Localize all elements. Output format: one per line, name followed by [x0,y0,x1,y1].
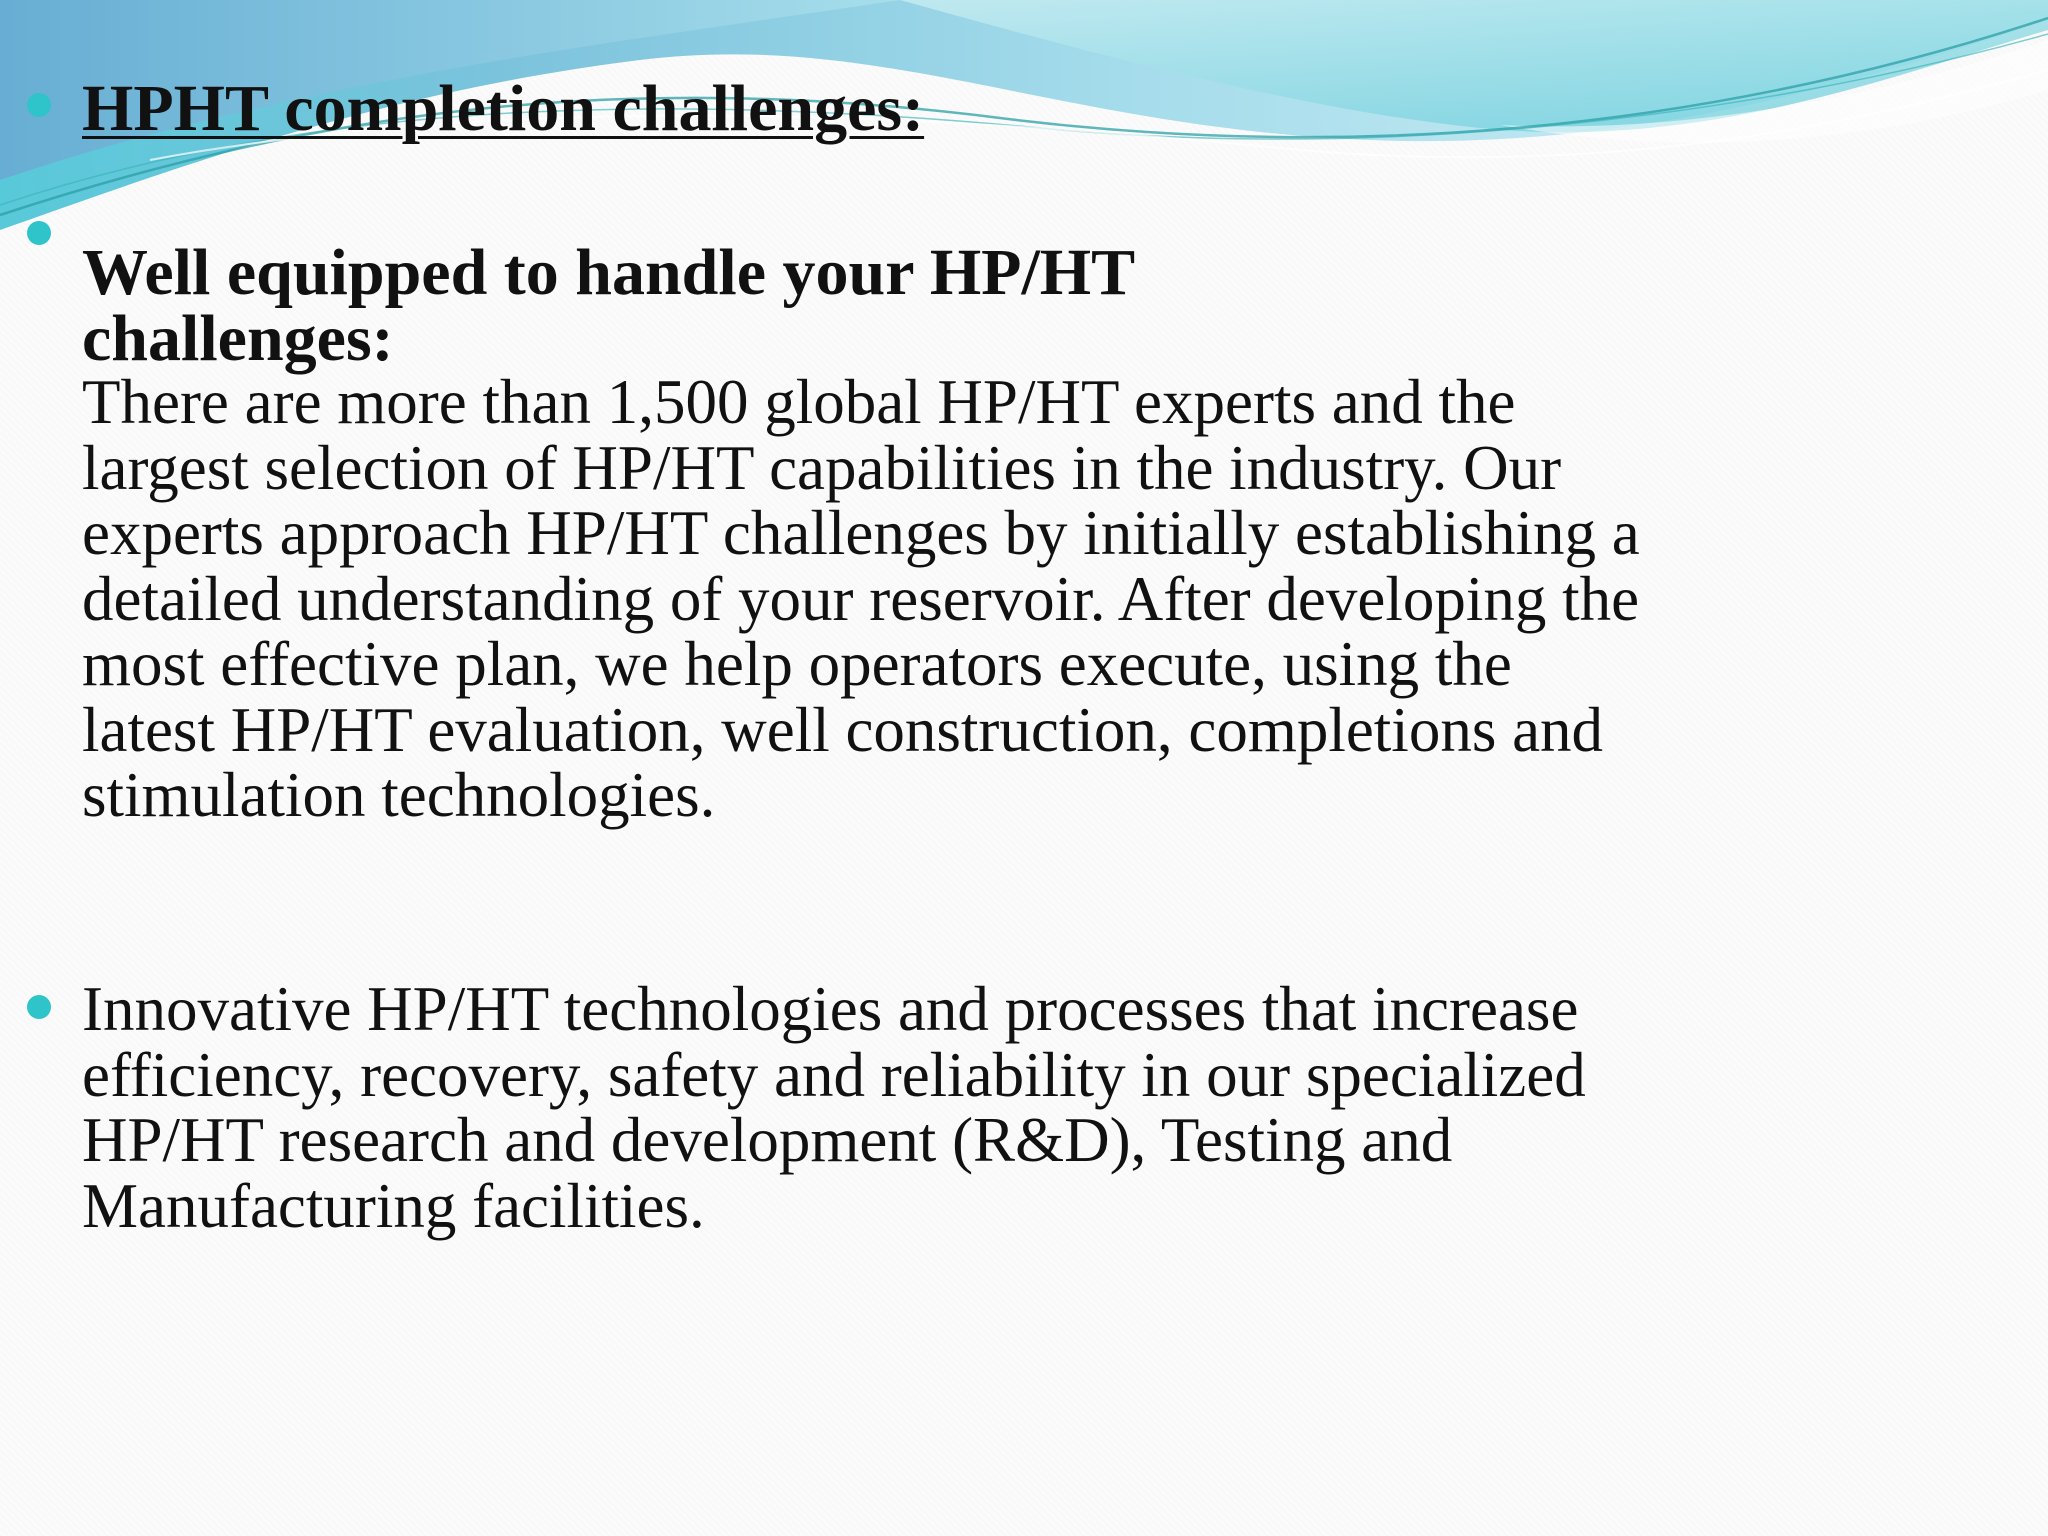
section-heading: Well equipped to handle your HP/HT challenges: [82,236,1134,375]
bullet-point-icon [27,93,51,117]
bullet-item-2 [82,236,1422,375]
section-paragraph: Innovative HP/HT technologies and processes that increase efficiency, recovery, safety and reliability in our specialized HP/HT research and development (R&D), Testing and Manufacturing facilities. [82,974,1586,1241]
bullet-point-icon [27,221,51,245]
section-paragraph: There are more than 1,500 global HP/HT experts and the largest selection of HP/HT capabilities in the industry. Our experts approach HP/HT challenges by initially establishing a detailed understanding of your reservoir. After developing the most effective plan, we help operators execute, using the latest HP/HT evaluation, well construction, completions and stimulation technologies. [82,367,1640,830]
bullet-point-icon [27,995,51,1019]
bullet-item-1 [82,72,1642,145]
bullet-item-2-body [82,367,1642,830]
slide-title: HPHT completion challenges: [82,72,925,145]
bullet-item-3 [82,974,1612,1241]
